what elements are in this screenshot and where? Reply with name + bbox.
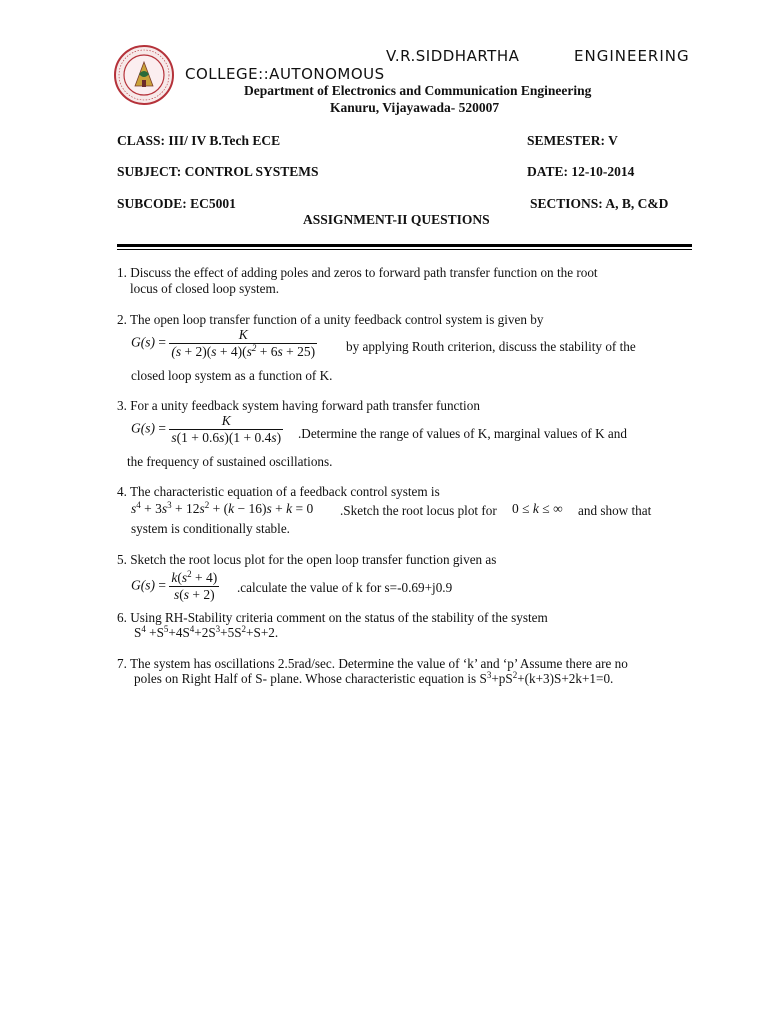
q3-line2: the frequency of sustained oscillations. — [127, 454, 333, 469]
q3-after-equation: .Determine the range of values of K, marginal values of K and — [298, 426, 627, 441]
college-name-part1: V.R.SIDDHARTHA — [386, 47, 520, 65]
q1-line1: 1. Discuss the effect of adding poles and zeros to forward path transfer function on the root — [117, 265, 598, 280]
q4-range-expression: 0 ≤ k ≤ ∞ — [512, 501, 563, 516]
subject-label: SUBJECT: CONTROL SYSTEMS — [117, 164, 319, 179]
q7-line2: poles on Right Half of S- plane. Whose characteristic equation is $S^3+pS^2+(k+3)S+2k+1=0$. — [134, 670, 614, 686]
q6-line1: 6. Using RH-Stability criteria comment on the status of the stability of the system — [117, 610, 548, 625]
q5-equation: G(s) = $\frac{k(s^2 + 4)}{s(s + 2)}$ — [131, 569, 218, 602]
q7-line1: 7. The system has oscillations 2.5rad/sec. Determine the value of ‘k’ and ‘p’ Assume there are no — [117, 656, 628, 671]
q4-mid-text: .Sketch the root locus plot for — [340, 503, 497, 518]
college-name-part2: ENGINEERING — [574, 47, 690, 65]
assignment-title: ASSIGNMENT-II QUESTIONS — [303, 212, 490, 227]
class-label: CLASS: III/ IV B.Tech ECE — [117, 133, 281, 148]
q4-line1: 4. The characteristic equation of a feedback control system is — [117, 484, 440, 499]
subcode-label: SUBCODE: EC5001 — [117, 196, 236, 211]
q2-equation: G(s) = $\frac{K}{(s + 2)(s + 4)(s^2 + 6s + 25)}$ — [131, 327, 316, 359]
q3-line1: 3. For a unity feedback system having forward path transfer function — [117, 398, 480, 413]
q5-line1: 5. Sketch the root locus plot for the open loop transfer function given as — [117, 552, 497, 567]
q4-line3: system is conditionally stable. — [131, 521, 290, 536]
q4-end-text: and show that — [578, 503, 652, 518]
college-name-line2: COLLEGE::AUTONOMOUS — [185, 65, 385, 83]
q2-line1: 2. The open loop transfer function of a unity feedback control system is given by — [117, 312, 544, 327]
q6-equation: $S^4 +S^5+4S^4+2S^3+5S^2+S+2$. — [134, 624, 279, 640]
sections-label: SECTIONS: A, B, C&D — [530, 196, 669, 211]
college-address: Kanuru, Vijayawada- 520007 — [330, 100, 500, 115]
date-label: DATE: 12-10-2014 — [527, 164, 635, 179]
q2-line2: closed loop system as a function of K. — [131, 368, 333, 383]
q2-after-equation: by applying Routh criterion, discuss the stability of the — [346, 339, 636, 354]
semester-label: SEMESTER: V — [527, 133, 618, 148]
q7-line2-part-c: +(k+3)S+2k+1=0. — [517, 671, 614, 686]
divider-thin — [117, 249, 692, 250]
q4-equation: $s^4 + 3s^3 + 12s^2 + (k - 16)s + k = 0$ — [131, 500, 314, 516]
q1-line2: locus of closed loop system. — [130, 281, 280, 296]
divider-thick — [117, 244, 692, 247]
college-logo — [113, 44, 175, 106]
q7-line2-part-b: +pS — [491, 671, 513, 686]
q5-after-equation: .calculate the value of k for s=-0.69+j0.9 — [237, 580, 453, 595]
q7-line2-part-a: poles on Right Half of S- plane. Whose characteristic equation is S — [134, 671, 487, 686]
department-name: Department of Electronics and Communication Engineering — [244, 83, 592, 98]
q3-equation: G(s) = $\frac{K}{s(1 + 0.6s)(1 + 0.4s)}$ — [131, 413, 282, 445]
